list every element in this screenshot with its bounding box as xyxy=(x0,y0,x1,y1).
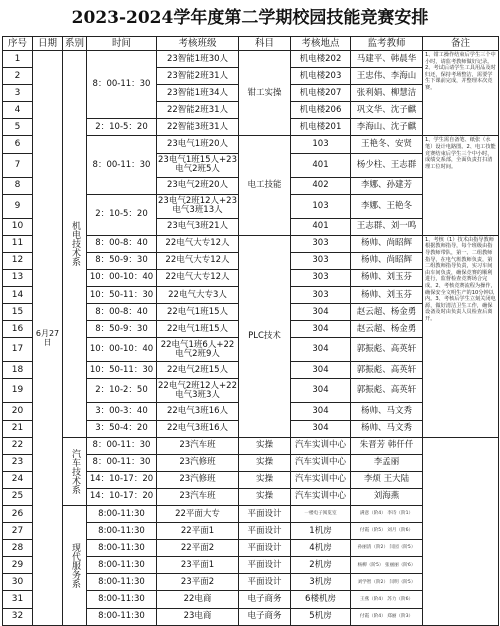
class-cell: 23智能2班31人 xyxy=(157,68,239,85)
teacher-cell: 王艳冬、安贤 xyxy=(351,136,423,153)
subject-cell: 电子商务 xyxy=(239,608,291,625)
class-cell: 22电气3班16人 xyxy=(157,420,239,437)
class-cell: 23汽车班 xyxy=(157,437,239,454)
class-cell: 22电气2班12人+22电气3班3人 xyxy=(157,379,239,403)
location-cell: 3机房 xyxy=(291,574,351,591)
location-cell: 304 xyxy=(291,304,351,321)
teacher-cell: 杨帅、尚昭辉 xyxy=(351,252,423,269)
location-cell: 304 xyxy=(291,420,351,437)
time-cell: 8:00-11:30 xyxy=(87,505,157,522)
location-cell: 103 xyxy=(291,136,351,153)
header-cell: 备注 xyxy=(423,37,499,51)
location-cell: 304 xyxy=(291,321,351,338)
time-cell: 10：00-10：40 xyxy=(87,338,157,362)
teacher-cell: 李烦 王大陆 xyxy=(351,471,423,488)
location-cell: 6楼机房 xyxy=(291,591,351,608)
teacher-cell: 郭振彪、高英轩 xyxy=(351,338,423,362)
note-cell-empty xyxy=(423,437,499,625)
time-cell: 14：10-17：20 xyxy=(87,488,157,505)
class-cell: 22电气2班15人 xyxy=(157,362,239,379)
teacher-cell: 付霞（阶4） 郑丽（阶3） xyxy=(351,608,423,625)
location-cell: 402 xyxy=(291,177,351,194)
class-cell: 23电气2班20人 xyxy=(157,177,239,194)
dept-auto: 汽车技术系 xyxy=(63,437,87,505)
teacher-cell: 刘海燕 xyxy=(351,488,423,505)
class-cell: 22平面1 xyxy=(157,523,239,540)
class-cell: 23汽车班 xyxy=(157,488,239,505)
header-row xyxy=(3,37,499,51)
seq-cell: 15 xyxy=(3,304,33,321)
seq-cell: 31 xyxy=(3,591,33,608)
subject-cell: 平面设计 xyxy=(239,574,291,591)
seq-cell: 19 xyxy=(3,379,33,403)
class-cell: 22电气1班6人+22电气2班9人 xyxy=(157,338,239,362)
location-cell: 304 xyxy=(291,379,351,403)
time-cell: 8:00-11:30 xyxy=(87,591,157,608)
time-cell: 2：10-2：50 xyxy=(87,379,157,403)
time-cell: 8：50-9：30 xyxy=(87,321,157,338)
header-cell: 科目 xyxy=(239,37,291,51)
time-cell: 8：00-11：30 xyxy=(87,454,157,471)
teacher-cell: 李娜、王艳冬 xyxy=(351,194,423,218)
class-cell: 22平面大专 xyxy=(157,505,239,522)
subject-cell: 电工技能 xyxy=(239,136,291,235)
time-cell: 2：10-5：20 xyxy=(87,119,157,136)
seq-cell: 25 xyxy=(3,488,33,505)
seq-cell: 24 xyxy=(3,471,33,488)
seq-cell: 16 xyxy=(3,321,33,338)
teacher-cell: 付霞（阶5） 刘月（阶6） xyxy=(351,523,423,540)
teacher-cell: 郭振彪、高英轩 xyxy=(351,379,423,403)
header-cell: 时间 xyxy=(87,37,157,51)
location-cell: 4机房 xyxy=(291,540,351,557)
teacher-cell: 杨帅、尚昭辉 xyxy=(351,235,423,252)
date-cell: 6月27日 xyxy=(33,51,63,626)
teacher-cell: 马建平、韩晨华 xyxy=(351,51,423,68)
teacher-cell: 刘学智（阶2） 闫明（阶5） xyxy=(351,574,423,591)
time-cell: 8:00-11:30 xyxy=(87,608,157,625)
subject-cell: 实操 xyxy=(239,488,291,505)
teacher-cell: 王忠伟、李海山 xyxy=(351,68,423,85)
header-cell: 日期 xyxy=(33,37,63,51)
class-cell: 22电气大专12人 xyxy=(157,252,239,269)
seq-cell: 1 xyxy=(3,51,33,68)
teacher-cell: 杨帅、马文秀 xyxy=(351,420,423,437)
class-cell: 23电气1班15人+23电气2班5人 xyxy=(157,153,239,177)
note-cell: 1、钳工操作结束后学生三个中小时，请监考教师做好记录。2、考试后请学生工具用品及时归还，保持考场整洁，需要学生下课前完成，并整理本次竞赛。 xyxy=(423,51,499,136)
time-cell: 8:00-11:30 xyxy=(87,574,157,591)
class-cell: 23电气3班21人 xyxy=(157,218,239,235)
dept-mech: 机电技术系 xyxy=(63,51,87,438)
page-title: 2023-2024学年度第二学期校园技能竞赛安排 xyxy=(71,8,429,28)
class-cell: 22电气大专12人 xyxy=(157,235,239,252)
location-cell: 1机房 xyxy=(291,523,351,540)
time-cell: 14：10-17：20 xyxy=(87,471,157,488)
subject-cell: 实操 xyxy=(239,454,291,471)
header-cell: 考核地点 xyxy=(291,37,351,51)
teacher-cell: 王志群、刘一鸣 xyxy=(351,218,423,235)
note-cell: 1、学生需自备笔、纸张（水笔）设计电路图。2、电工技能竞赛结束后学生三个中小时，成绩交系部，全面负责打扫清理工位时间。 xyxy=(423,136,499,235)
location-cell: 汽车实训中心 xyxy=(291,471,351,488)
header-cell: 系别 xyxy=(63,37,87,51)
teacher-cell: 郭振彪、高英轩 xyxy=(351,362,423,379)
class-cell: 22电气3班16人 xyxy=(157,403,239,420)
schedule-table xyxy=(2,36,499,626)
seq-cell: 29 xyxy=(3,557,33,574)
class-cell: 23汽修班 xyxy=(157,471,239,488)
subject-cell: 平面设计 xyxy=(239,505,291,522)
seq-cell: 22 xyxy=(3,437,33,454)
class-cell: 22电商 xyxy=(157,591,239,608)
teacher-cell: 杨帅、刘玉芬 xyxy=(351,287,423,304)
teacher-cell: 孙丽清（阶2） 闫园（阶5） xyxy=(351,540,423,557)
seq-cell: 11 xyxy=(3,235,33,252)
location-cell: 401 xyxy=(291,218,351,235)
teacher-cell: 王燕（阶4） 苏力（阶6） xyxy=(351,591,423,608)
seq-cell: 10 xyxy=(3,218,33,235)
teacher-cell: 满意（阶4） 李诗（阶1） xyxy=(351,505,423,522)
subject-cell: PLC技术 xyxy=(239,235,291,437)
seq-cell: 30 xyxy=(3,574,33,591)
seq-cell: 2 xyxy=(3,68,33,85)
location-cell: 304 xyxy=(291,338,351,362)
seq-cell: 17 xyxy=(3,338,33,362)
class-cell: 22电气1班15人 xyxy=(157,304,239,321)
time-cell: 10：50-11：30 xyxy=(87,362,157,379)
teacher-cell: 杨少柱、王志群 xyxy=(351,153,423,177)
location-cell: 机电楼203 xyxy=(291,68,351,85)
table-row xyxy=(3,51,499,68)
location-cell: 401 xyxy=(291,153,351,177)
seq-cell: 3 xyxy=(3,85,33,102)
class-cell: 22平面2 xyxy=(157,540,239,557)
header-cell: 监考教师 xyxy=(351,37,423,51)
time-cell: 3：50-4：20 xyxy=(87,420,157,437)
subject-cell: 平面设计 xyxy=(239,523,291,540)
subject-cell: 实操 xyxy=(239,471,291,488)
time-cell: 8：00-11：30 xyxy=(87,437,157,454)
seq-cell: 14 xyxy=(3,287,33,304)
class-cell: 23汽修班 xyxy=(157,454,239,471)
seq-cell: 4 xyxy=(3,102,33,119)
seq-cell: 12 xyxy=(3,252,33,269)
subject-cell: 电子商务 xyxy=(239,591,291,608)
time-cell: 8:00-11:30 xyxy=(87,540,157,557)
header-cell: 序号 xyxy=(3,37,33,51)
seq-cell: 21 xyxy=(3,420,33,437)
teacher-cell: 赵云超、杨金勇 xyxy=(351,321,423,338)
seq-cell: 32 xyxy=(3,608,33,625)
location-cell: 机电楼202 xyxy=(291,51,351,68)
seq-cell: 28 xyxy=(3,540,33,557)
location-cell: 2机房 xyxy=(291,557,351,574)
seq-cell: 18 xyxy=(3,362,33,379)
time-cell: 10：50-11：30 xyxy=(87,287,157,304)
note-cell: 1、考核（1）技术由指导教师根据教师指导，每个班级由指导教师带队，第一、二组教师指导，在电气班教师负责，第二组教师指导负责，实习车间由车间负责，确保竞赛的顺利进行，监督检查竞赛场合完成。2、考核竞赛流程为操作，确保安全文明生产的10分钟以内。3、考核后学生立刻关闭电源，做好清洁卫生工作，确保设备及时由负责人员检查后离开。 xyxy=(423,235,499,437)
seq-cell: 26 xyxy=(3,505,33,522)
teacher-cell: 巩文华、沈子麒 xyxy=(351,102,423,119)
seq-cell: 13 xyxy=(3,269,33,286)
teacher-cell: 杨帅、刘玉芬 xyxy=(351,269,423,286)
location-cell: 304 xyxy=(291,362,351,379)
class-cell: 23电商 xyxy=(157,608,239,625)
location-cell: 5机房 xyxy=(291,608,351,625)
seq-cell: 23 xyxy=(3,454,33,471)
location-cell: 机电楼207 xyxy=(291,85,351,102)
teacher-cell: 朱晋芳 韩仟仟 xyxy=(351,437,423,454)
seq-cell: 8 xyxy=(3,177,33,194)
seq-cell: 7 xyxy=(3,153,33,177)
class-cell: 22电气1班15人 xyxy=(157,321,239,338)
time-cell: 8：00-8：40 xyxy=(87,235,157,252)
seq-cell: 27 xyxy=(3,523,33,540)
teacher-cell: 杨帅、马文秀 xyxy=(351,403,423,420)
time-cell: 8:00-11:30 xyxy=(87,557,157,574)
class-cell: 23电气1班20人 xyxy=(157,136,239,153)
time-cell: 8：50-9：30 xyxy=(87,252,157,269)
location-cell: 机电楼206 xyxy=(291,102,351,119)
seq-cell: 6 xyxy=(3,136,33,153)
dept-modern: 现代服务系 xyxy=(63,505,87,625)
class-cell: 23平面1 xyxy=(157,557,239,574)
location-cell: 汽车实训中心 xyxy=(291,488,351,505)
location-cell: 303 xyxy=(291,287,351,304)
subject-cell: 平面设计 xyxy=(239,540,291,557)
location-cell: 一楼电子阅览室 xyxy=(291,505,351,522)
time-cell: 8:00-11:30 xyxy=(87,523,157,540)
time-cell: 2：10-5：20 xyxy=(87,194,157,235)
time-cell: 3：00-3：40 xyxy=(87,403,157,420)
subject-cell: 钳工实操 xyxy=(239,51,291,136)
seq-cell: 20 xyxy=(3,403,33,420)
time-cell: 8：00-11：30 xyxy=(87,51,157,119)
class-cell: 23智能1班30人 xyxy=(157,51,239,68)
teacher-cell: 赵云超、杨金勇 xyxy=(351,304,423,321)
class-cell: 22电气大专3人 xyxy=(157,287,239,304)
table-row xyxy=(3,437,499,454)
class-cell: 23智能1班34人 xyxy=(157,85,239,102)
location-cell: 304 xyxy=(291,403,351,420)
seq-cell: 9 xyxy=(3,194,33,218)
teacher-cell: 张利娟、柳慧洁 xyxy=(351,85,423,102)
subject-cell: 平面设计 xyxy=(239,557,291,574)
location-cell: 103 xyxy=(291,194,351,218)
seq-cell: 5 xyxy=(3,119,33,136)
class-cell: 22电气大专12人 xyxy=(157,269,239,286)
class-cell: 23平面2 xyxy=(157,574,239,591)
location-cell: 汽车实训中心 xyxy=(291,437,351,454)
class-cell: 22智能3班31人 xyxy=(157,119,239,136)
teacher-cell: 李娜、孙建芳 xyxy=(351,177,423,194)
time-cell: 8：00-11：30 xyxy=(87,136,157,194)
header-cell: 考核班级 xyxy=(157,37,239,51)
location-cell: 303 xyxy=(291,235,351,252)
location-cell: 机电楼201 xyxy=(291,119,351,136)
location-cell: 汽车实训中心 xyxy=(291,454,351,471)
teacher-cell: 李孟丽 xyxy=(351,454,423,471)
subject-cell: 实操 xyxy=(239,437,291,454)
location-cell: 303 xyxy=(291,252,351,269)
time-cell: 8：00-8：40 xyxy=(87,304,157,321)
class-cell: 23电气2班12人+23电气3班13人 xyxy=(157,194,239,218)
teacher-cell: 李海山、沈子麒 xyxy=(351,119,423,136)
time-cell: 10：00-10：40 xyxy=(87,269,157,286)
teacher-cell: 杨柳（阶5） 张丽丽（阶6） xyxy=(351,557,423,574)
location-cell: 303 xyxy=(291,269,351,286)
class-cell: 22智能2班31人 xyxy=(157,102,239,119)
